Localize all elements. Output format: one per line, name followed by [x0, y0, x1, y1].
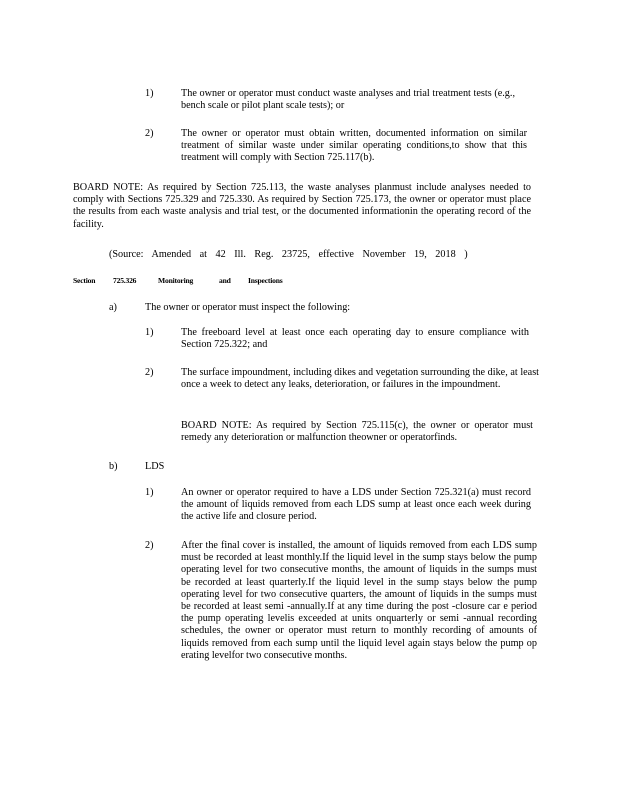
paragraph: The freeboard level at least once each operating day to ensure compliance with Section 725.322; and	[181, 327, 529, 351]
paragraph: The owner or operator must conduct waste analyses and trial treatment tests (e.g., bench scale or pilot plant scale tests); or	[181, 88, 515, 112]
paragraph: The owner or operator must obtain written, documented information on similar treatment of similar waste under similar operating conditions,to show that this treatment will comply with Section 725.117(b).	[181, 128, 527, 164]
section-title: and	[219, 276, 231, 285]
paragraph: An owner or operator required to have a LDS under Section 725.321(a) must record the amount of liquids removed from each LDS sump at least once each week during the active life and closure period.	[181, 487, 531, 523]
section-heading	[73, 276, 283, 286]
source-note: (Source: Amended at 42 Ill. Reg. 23725, effective November 19, 2018 )	[109, 249, 468, 260]
item-label: 2)	[145, 540, 154, 551]
board-note: BOARD NOTE: As required by Section 725.113, the waste analyses planmust include analyses needed to comply with Sections 725.329 and 725.330. As required by Section 725.173, the owner or operator must place the results from each waste analysis and trial test, or the documented informationin the operating record of the facility.	[73, 182, 531, 230]
subsection-label: a)	[109, 302, 117, 313]
item-label: 1)	[145, 88, 154, 99]
item-label: 1)	[145, 327, 154, 338]
item-label: 2)	[145, 128, 154, 139]
section-title: Monitoring	[158, 276, 194, 285]
paragraph: After the final cover is installed, the amount of liquids removed from each LDS sump must be recorded at least monthly.If the liquid level in the sump stays below the pump operating level for two consecutive months, the amount of liquids in the sumps must be recorded at least quarterly.If the liquid level in the sump stays below the pump operating level for two consecutive quarters, the amount of liquids in the sumps must be recorded at least semi -annually.If at any time during the post -closure car e period the pump operating levelis exceeded at units onquarterly or semi -annual recording schedules, the owner or operator must return to monthly recording of amounts of liquids removed from each sump until the liquid level again stays below the pump op erating levelfor two consecutive months.	[181, 540, 537, 661]
section-number: 725.326	[113, 276, 137, 285]
paragraph: The owner or operator must inspect the following:	[145, 302, 351, 313]
item-label: 1)	[145, 487, 154, 498]
board-note: BOARD NOTE: As required by Section 725.115(c), the owner or operator must remedy any deterioration or malfunction theowner or operatorfinds.	[181, 420, 533, 444]
section-title: Inspections	[248, 276, 283, 285]
subsection-title: LDS	[145, 461, 165, 472]
subsection-label: b)	[109, 461, 118, 472]
item-label: 2)	[145, 367, 154, 378]
section-word: Section	[73, 276, 96, 285]
paragraph: The surface impoundment, including dikes and vegetation surrounding the dike, at least once a week to detect any leaks, deterioration, or failures in the impoundment.	[181, 367, 539, 391]
